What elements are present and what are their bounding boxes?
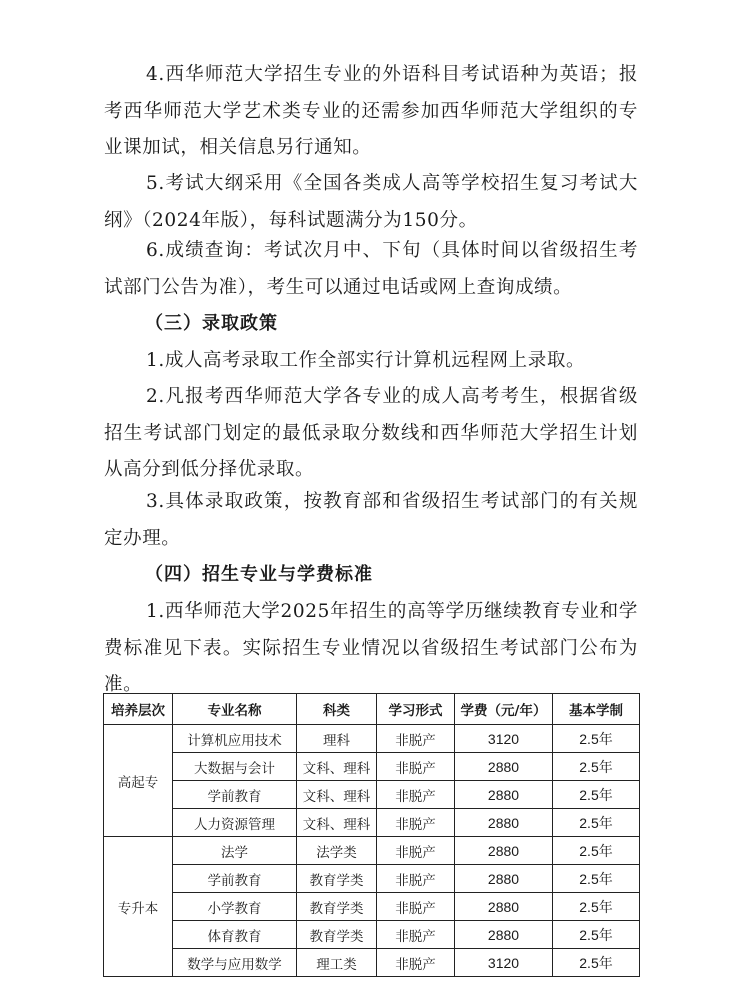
major-cell: 法学: [173, 837, 297, 865]
paragraph-item-5: 5.考试大纲采用《全国各类成人高等学校招生复习考试大纲》（2024年版），每科试题满分为150分。: [104, 173, 638, 231]
category-cell: 文科、理科: [297, 809, 377, 837]
table-row: [104, 837, 640, 865]
tuition-cell: 2880: [455, 865, 553, 893]
admission-item-2: 2.凡报考西华师范大学各专业的成人高考考生，根据省级招生考试部门划定的最低录取分数线和西华师范大学招生计划从高分到低分择优录取。: [104, 386, 638, 480]
duration-cell: 2.5年: [553, 753, 640, 781]
level-cell: 高起专: [104, 725, 173, 837]
duration-cell: 2.5年: [553, 865, 640, 893]
majors-intro-paragraph: 1.西华师范大学2025年招生的高等学历继续教育专业和学费标准见下表。实际招生专业情况以省级招生考试部门公布为准。: [104, 601, 638, 695]
table-row: [104, 865, 640, 893]
category-cell: 理科: [297, 725, 377, 753]
tuition-cell: 3120: [455, 725, 553, 753]
duration-cell: 2.5年: [553, 893, 640, 921]
table-row: [104, 781, 640, 809]
table-row: [104, 725, 640, 753]
admission-item-1: 1.成人高考录取工作全部实行计算机远程网上录取。: [146, 350, 586, 371]
study-mode-cell: 非脱产: [377, 725, 455, 753]
table-header-row: [104, 694, 640, 725]
study-mode-cell: 非脱产: [377, 753, 455, 781]
tuition-cell: 2880: [455, 921, 553, 949]
tuition-cell: 2880: [455, 837, 553, 865]
duration-cell: 2.5年: [553, 781, 640, 809]
tuition-cell: 2880: [455, 893, 553, 921]
major-cell: 体育教育: [173, 921, 297, 949]
study-mode-cell: 非脱产: [377, 865, 455, 893]
major-cell: 学前教育: [173, 865, 297, 893]
table-row: [104, 809, 640, 837]
major-cell: 数学与应用数学: [173, 949, 297, 977]
fee-table: [103, 693, 640, 977]
study-mode-cell: 非脱产: [377, 921, 455, 949]
duration-cell: 2.5年: [553, 921, 640, 949]
table-row: [104, 949, 640, 977]
paragraph-item-6: 6.成绩查询：考试次月中、下旬（具体时间以省级招生考试部门公告为准），考生可以通过电话或网上查询成绩。: [104, 240, 638, 298]
major-cell: 计算机应用技术: [173, 725, 297, 753]
level-cell: 专升本: [104, 837, 173, 977]
table-row: [104, 893, 640, 921]
section-heading-majors-fees: （四）招生专业与学费标准: [145, 564, 373, 585]
category-cell: 法学类: [297, 837, 377, 865]
category-cell: 教育学类: [297, 865, 377, 893]
header-study-mode: 学习形式: [377, 694, 455, 725]
header-major: 专业名称: [173, 694, 297, 725]
category-cell: 教育学类: [297, 893, 377, 921]
study-mode-cell: 非脱产: [377, 809, 455, 837]
study-mode-cell: 非脱产: [377, 781, 455, 809]
table-row: [104, 921, 640, 949]
tuition-cell: 2880: [455, 753, 553, 781]
header-tuition: 学费（元/年）: [455, 694, 553, 725]
tuition-cell: 2880: [455, 809, 553, 837]
category-cell: 理工类: [297, 949, 377, 977]
duration-cell: 2.5年: [553, 809, 640, 837]
study-mode-cell: 非脱产: [377, 893, 455, 921]
table-row: [104, 753, 640, 781]
header-category: 科类: [297, 694, 377, 725]
header-duration: 基本学制: [553, 694, 640, 725]
study-mode-cell: 非脱产: [377, 949, 455, 977]
admission-item-3: 3.具体录取政策，按教育部和省级招生考试部门的有关规定办理。: [104, 491, 638, 549]
major-cell: 大数据与会计: [173, 753, 297, 781]
tuition-cell: 2880: [455, 781, 553, 809]
tuition-cell: 3120: [455, 949, 553, 977]
category-cell: 文科、理科: [297, 753, 377, 781]
duration-cell: 2.5年: [553, 837, 640, 865]
category-cell: 教育学类: [297, 921, 377, 949]
major-cell: 人力资源管理: [173, 809, 297, 837]
study-mode-cell: 非脱产: [377, 837, 455, 865]
major-cell: 小学教育: [173, 893, 297, 921]
paragraph-item-4: 4.西华师范大学招生专业的外语科目考试语种为英语；报考西华师范大学艺术类专业的还需参加西华师范大学组织的专业课加试，相关信息另行通知。: [104, 64, 638, 158]
section-heading-admission-policy: （三）录取政策: [145, 313, 278, 334]
duration-cell: 2.5年: [553, 949, 640, 977]
category-cell: 文科、理科: [297, 781, 377, 809]
header-level: 培养层次: [104, 694, 173, 725]
duration-cell: 2.5年: [553, 725, 640, 753]
major-cell: 学前教育: [173, 781, 297, 809]
